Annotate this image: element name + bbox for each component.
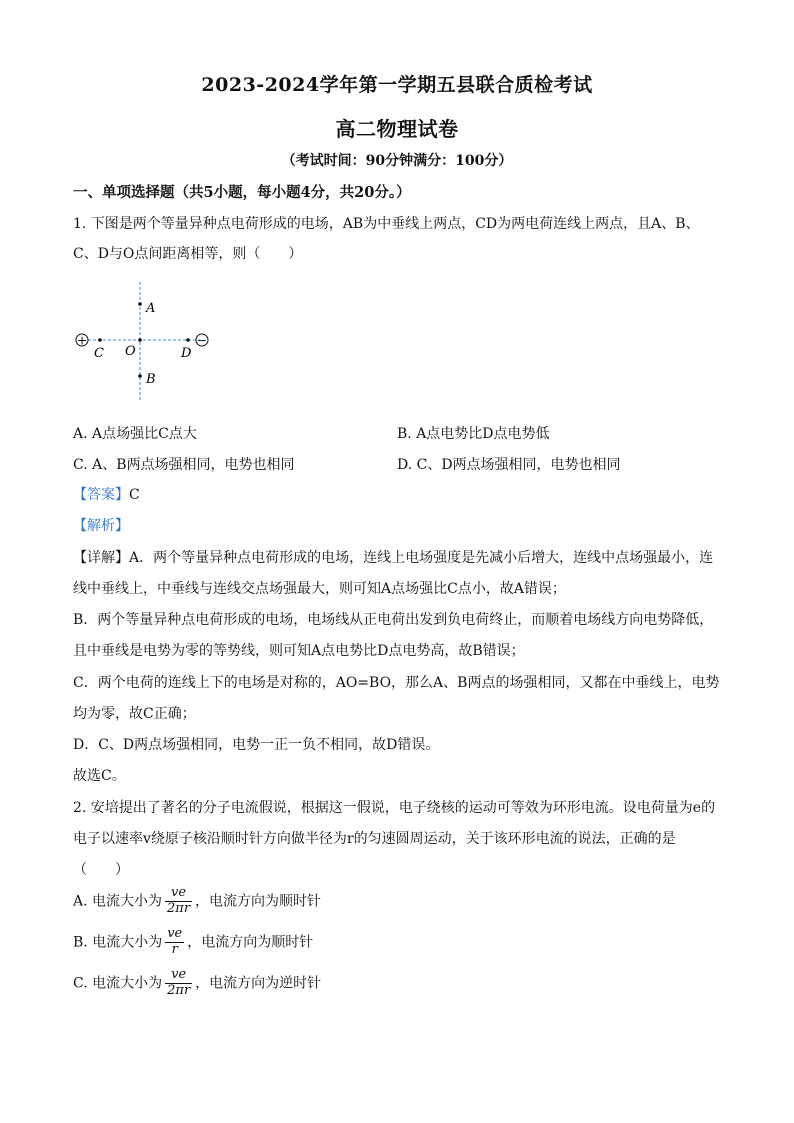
q1-analysis-line7: D．C、D两点场强相同，电势一正一负不相同，故D错误。 — [73, 737, 440, 753]
q1-analysis-line6: 均为零，故C正确； — [73, 706, 196, 722]
q1-option-d: D. C、D两点场强相同，电势也相同 — [397, 457, 621, 473]
label-a: A — [146, 301, 156, 316]
analysis-label: 【解析】 — [73, 518, 129, 534]
label-c: C — [94, 346, 104, 361]
q2-option-c-letter: C. — [73, 975, 88, 992]
fraction-denominator: 2πr — [167, 982, 191, 998]
fraction-numerator: ve — [165, 886, 192, 902]
q2-option-c-prefix: 电流大小为 — [92, 975, 163, 992]
negative-charge-sign: − — [196, 333, 208, 348]
q2-option-a-fraction — [165, 886, 192, 917]
answer-value: C — [129, 487, 140, 503]
point-d — [186, 338, 190, 342]
q2-stem-line1: 2. 安培提出了著名的分子电流假说，根据这一假说，电子绕核的运动可等效为环形电流。设电荷量为e的 — [73, 800, 716, 816]
q2-option-b-letter: B. — [73, 934, 88, 951]
q2-option-c-fraction — [165, 968, 192, 999]
exam-title: 2023-2024学年第一学期五县联合质检考试 — [201, 74, 593, 96]
fraction-numerator: ve — [165, 968, 192, 984]
q2-option-c — [73, 968, 321, 999]
q2-stem-line2: 电子以速率v绕原子核沿顺时针方向做半径为r的匀速圆周运动，关于该环形电流的说法，正确的是 — [73, 831, 676, 847]
positive-charge-sign: + — [76, 333, 88, 348]
exam-info: （考试时间：90分钟满分：100分） — [281, 153, 513, 169]
q1-analysis-line3: B．两个等量异种点电荷形成的电场，电场线从正电荷出发到负电荷终止，而顺着电场线方向电势降低， — [73, 612, 714, 628]
q1-analysis-line5: C．两个电荷的连线上下的电场是对称的，AO=BO，那么A、B两点的场强相同，又都在中垂线上，电势 — [73, 675, 720, 691]
q2-option-a-prefix: 电流大小为 — [92, 893, 163, 910]
answer-label: 【答案】 — [73, 487, 129, 503]
q2-option-b-prefix: 电流大小为 — [92, 934, 163, 951]
q2-option-a-suffix: ，电流方向为顺时针 — [195, 893, 322, 910]
exam-subtitle: 高二物理试卷 — [335, 117, 459, 141]
q2-option-b-suffix: ，电流方向为顺时针 — [187, 934, 314, 951]
label-o: O — [125, 344, 136, 359]
q2-option-b-fraction — [165, 927, 184, 958]
q1-analysis-line1: 【详解】A．两个等量异种点电荷形成的电场，连线上电场强度是先减小后增大，连线中点场强最小，连 — [73, 550, 714, 566]
point-a — [138, 302, 142, 306]
label-d: D — [181, 346, 192, 361]
q1-analysis-label — [73, 515, 129, 535]
q1-option-b: B. A点电势比D点电势低 — [397, 426, 550, 442]
section-heading: 一、单项选择题（共5小题，每小题4分，共20分。） — [73, 184, 411, 201]
q2-option-a-letter: A. — [73, 893, 88, 910]
q2-option-c-suffix: ，电流方向为逆时针 — [195, 975, 322, 992]
q1-field-figure — [70, 276, 220, 411]
q1-analysis-line4: 且中垂线是电势为零的等势线，则可知A点电势比D点电势高，故B错误； — [73, 643, 525, 659]
q2-option-a — [73, 886, 321, 917]
q2-option-b — [73, 927, 313, 958]
point-o — [138, 338, 142, 342]
point-b — [138, 374, 142, 378]
label-b: B — [146, 372, 156, 387]
q1-analysis-line8: 故选C。 — [73, 768, 126, 784]
q1-option-c: C. A、B两点场强相同，电势也相同 — [73, 457, 295, 473]
q1-stem-line2: C、D与O点间距离相等，则（ ） — [73, 246, 303, 262]
q1-answer — [73, 484, 140, 504]
fraction-numerator: ve — [167, 926, 183, 941]
fraction-denominator: r — [171, 941, 178, 957]
point-c — [98, 338, 102, 342]
fraction-denominator: 2πr — [167, 900, 191, 916]
q1-option-a: A. A点场强比C点大 — [73, 426, 197, 442]
q1-analysis-line2: 线中垂线上，中垂线与连线交点场强最大，则可知A点场强比C点小，故A错误； — [73, 581, 566, 597]
q1-stem-line1: 1. 下图是两个等量异种点电荷形成的电场，AB为中垂线上两点，CD为两电荷连线上两点，且A、B、 — [73, 216, 700, 232]
q2-stem-line3: （ ） — [73, 862, 129, 878]
